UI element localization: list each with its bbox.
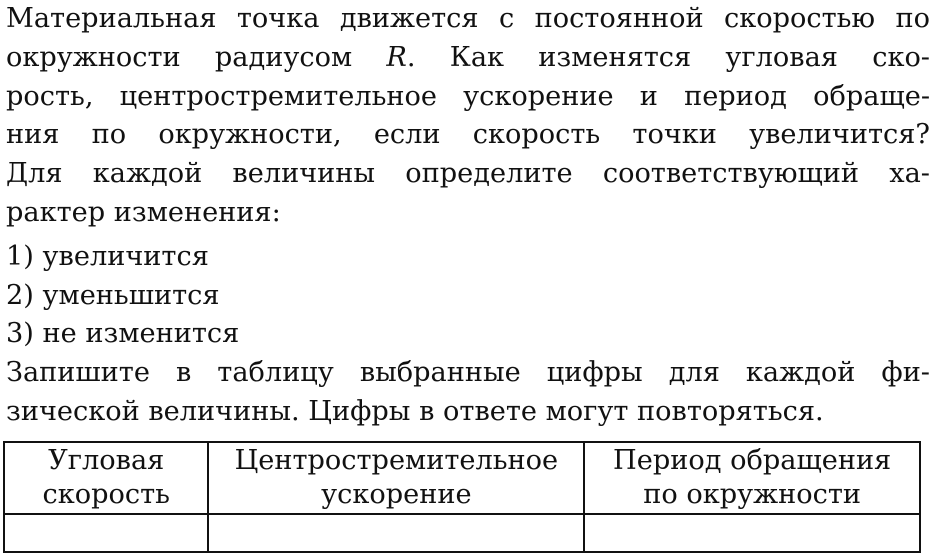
- problem-statement: [6, 0, 930, 233]
- header-line: Центростремительное: [234, 445, 559, 476]
- task-document: [6, 0, 930, 432]
- table-answer-row: [4, 514, 920, 552]
- answer-options: [6, 238, 930, 354]
- problem-line: Материальная точка движется с постоянной скоростью по: [6, 3, 930, 34]
- header-angular-velocity: [4, 442, 208, 514]
- problem-line: Для каждой величины определите соответствующий ха-: [6, 158, 930, 190]
- answer-cell-angular-velocity[interactable]: [4, 514, 208, 552]
- header-centripetal-acceleration: [208, 442, 584, 514]
- header-line: Угловая: [48, 445, 165, 476]
- problem-line: рость, центростремительное ускорение и период обраще-: [6, 80, 930, 112]
- header-period: [584, 442, 920, 514]
- header-line: ускорение: [321, 479, 472, 510]
- radius-variable: R: [386, 41, 407, 73]
- problem-line: окружности радиусом R. Как изменятся угловая ско-: [6, 41, 930, 73]
- option-item: 3) не изменится: [6, 318, 240, 350]
- instruction-text: [6, 354, 930, 432]
- problem-line: ния по окружности, если скорость точки увеличится?: [6, 119, 930, 151]
- option-item: 2) уменьшится: [6, 279, 220, 311]
- header-line: Период обращения: [613, 445, 892, 476]
- instruction-line: Запишите в таблицу выбранные цифры для каждой фи-: [6, 357, 930, 389]
- instruction-line: зической величины. Цифры в ответе могут повторяться.: [6, 395, 824, 427]
- answer-cell-period[interactable]: [584, 514, 920, 552]
- table-header-row: [4, 442, 920, 514]
- option-item: 1) увеличится: [6, 240, 209, 272]
- answer-cell-centripetal-acceleration[interactable]: [208, 514, 584, 552]
- answer-table: [3, 441, 921, 553]
- header-line: по окружности: [643, 479, 862, 510]
- problem-line: рактер изменения:: [6, 196, 281, 228]
- header-line: скорость: [42, 479, 170, 510]
